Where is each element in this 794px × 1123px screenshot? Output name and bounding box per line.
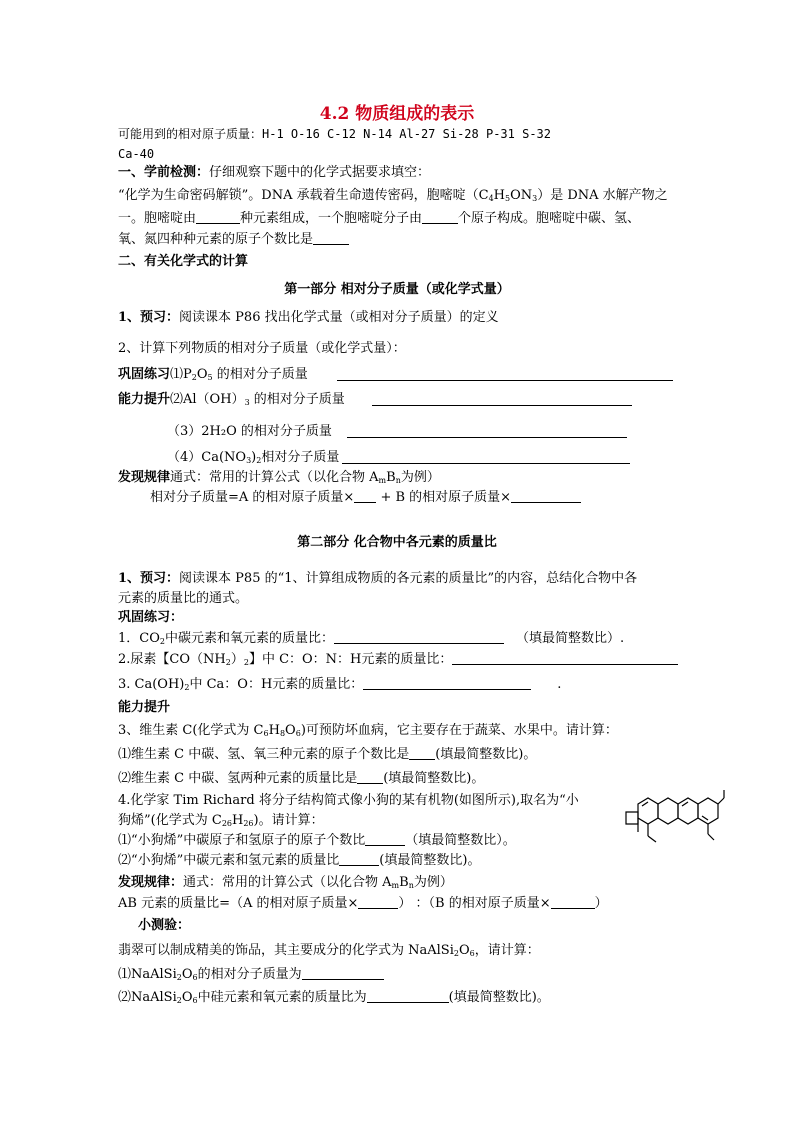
- answer-blank[interactable]: [357, 771, 383, 784]
- answer-blank[interactable]: [409, 747, 435, 760]
- dog-ene-question: 4.化学家 Tim Richard 将分子结构简式像小狗的某有机物(如图所示),取名为“小: [118, 793, 579, 808]
- answer-blank[interactable]: [302, 967, 384, 980]
- answer-blank[interactable]: [339, 853, 379, 866]
- part1-item1: 巩固练习$⑴P_2O_5$ 的相对分子质量: [118, 367, 308, 382]
- answer-blank[interactable]: [358, 896, 398, 909]
- atomic-mass-line: 可能用到的相对原子质量：H-1 O-16 C-12 N-14 Al-27 Si-28 P-31 S-32: [118, 127, 551, 141]
- dog-ene-structure-diagram: [618, 782, 728, 862]
- page-title: 4.2 物质组成的表示: [319, 104, 475, 124]
- dog-ene-question-2: 狗烯”(化学式为 $C_{26}H_{26}$)。请计算：: [118, 813, 324, 828]
- answer-blank[interactable]: [313, 232, 349, 245]
- answer-blank[interactable]: [551, 896, 595, 909]
- quiz-q2: $⑵NaAlSi_2O_6$中硅元素和氧元素的质量比为 (填最简整数比)。: [118, 990, 550, 1005]
- part2-ex2: 2.尿素【$CO(NH_2)_2$】中 C：O：N：H元素的质量比：: [118, 652, 678, 668]
- answer-blank[interactable]: [337, 368, 673, 381]
- answer-blank[interactable]: [365, 833, 405, 846]
- part1-q2: 2、计算下列物质的相对分子质量（或化学式量）：: [118, 341, 406, 356]
- answer-blank[interactable]: [422, 211, 458, 224]
- part1-rule: 发现规律通式：常用的计算公式（以化合物 $A_mB_n$为例）: [118, 470, 440, 485]
- dog-ene-q1: ⑴“小狗烯”中碳原子和氢原子的原子个数比 （填最简整数比）。: [118, 833, 516, 848]
- part2-ex3: 3. $Ca(OH)_2$中 Ca：O：H元素的质量比： .: [118, 677, 562, 692]
- section1-paragraph-2: 一。胞嘧啶由 种元素组成，一个胞嘧啶分子由 个原子构成。胞嘧啶中碳、氢、: [118, 211, 641, 226]
- atomic-mass-line-2: Ca-40: [118, 147, 155, 161]
- section1-paragraph-3: 氧、氮四种种元素的原子个数比是: [118, 232, 349, 248]
- vitamin-c-q1: ⑴维生素 C 中碳、氢、氧三种元素的原子个数比是 (填最简整数比)。: [118, 747, 537, 762]
- answer-blank[interactable]: [354, 490, 376, 503]
- part2-ex1: 1．$CO_2$中碳元素和氧元素的质量比： （填最简整数比）.: [118, 631, 625, 646]
- answer-blank[interactable]: [334, 631, 504, 644]
- vitamin-c-question: 3、维生素 C(化学式为 $C_6H_8O_6$)可预防坏血病，它主要存在于蔬菜、水果中。请计算：: [118, 723, 618, 738]
- part2-rule: 发现规律：通式：常用的计算公式（以化合物 $A_mB_n$为例）: [118, 875, 453, 890]
- answer-blank[interactable]: [452, 652, 678, 665]
- part2-q1-cont: 元素的质量比的通式。: [118, 591, 249, 606]
- answer-blank[interactable]: [363, 677, 531, 690]
- part1-q1: 1、预习：阅读课本 P86 找出化学式量（或相对分子质量）的定义: [118, 310, 499, 325]
- part1-item3: （3）2H₂O 的相对分子质量: [167, 424, 332, 439]
- dog-ene-q2: ⑵“小狗烯”中碳元素和氢元素的质量比 (填最简整数比)。: [118, 853, 481, 868]
- part2-heading: 第二部分 化合物中各元素的质量比: [297, 535, 497, 550]
- section1-heading: 一、学前检测：仔细观察下题中的化学式据要求填空：: [118, 165, 431, 180]
- answer-blank[interactable]: [196, 211, 240, 224]
- part1-item4: $(4)Ca(NO_3)_2$相对分子质量: [167, 450, 340, 465]
- part1-item2: 能力提升$⑵Al(OH)_3$ 的相对分子质量: [118, 392, 345, 407]
- part1-formula: 相对分子质量=A 的相对原子质量× + B 的相对原子质量×: [150, 490, 581, 506]
- section2-heading: 二、有关化学式的计算: [118, 254, 249, 269]
- quiz-question: 翡翠可以制成精美的饰品，其主要成分的化学式为 $NaAlSi_2O_6$，请计算：: [118, 943, 540, 958]
- part1-heading: 第一部分 相对分子质量（或化学式量）: [284, 282, 510, 297]
- part2-nengli: 能力提升: [118, 700, 171, 715]
- quiz-q1: $⑴NaAlSi_2O_6$的相对分子质量为: [118, 967, 384, 983]
- answer-blank[interactable]: [342, 451, 630, 464]
- quiz-heading: 小测验：: [138, 918, 191, 933]
- section1-paragraph-1: “化学为生命密码解锁”。DNA 承载着生命遗传密码，胞嘧啶$(C_4H_5ON_3)$是 DNA 水解产物之: [118, 188, 668, 203]
- answer-blank[interactable]: [347, 425, 627, 438]
- answer-blank[interactable]: [367, 990, 449, 1003]
- part2-gonggu: 巩固练习：: [118, 610, 184, 625]
- answer-blank[interactable]: [511, 490, 581, 503]
- part2-formula: AB 元素的质量比=（A 的相对原子质量× ） ：（B 的相对原子质量× ）: [118, 896, 608, 911]
- part2-q1: 1、预习：阅读课本 P85 的“1、计算组成物质的各元素的质量比”的内容，总结化合物中各: [118, 571, 638, 586]
- answer-blank[interactable]: [372, 393, 632, 406]
- vitamin-c-q2: ⑵维生素 C 中碳、氢两种元素的质量比是 (填最简整数比)。: [118, 771, 485, 786]
